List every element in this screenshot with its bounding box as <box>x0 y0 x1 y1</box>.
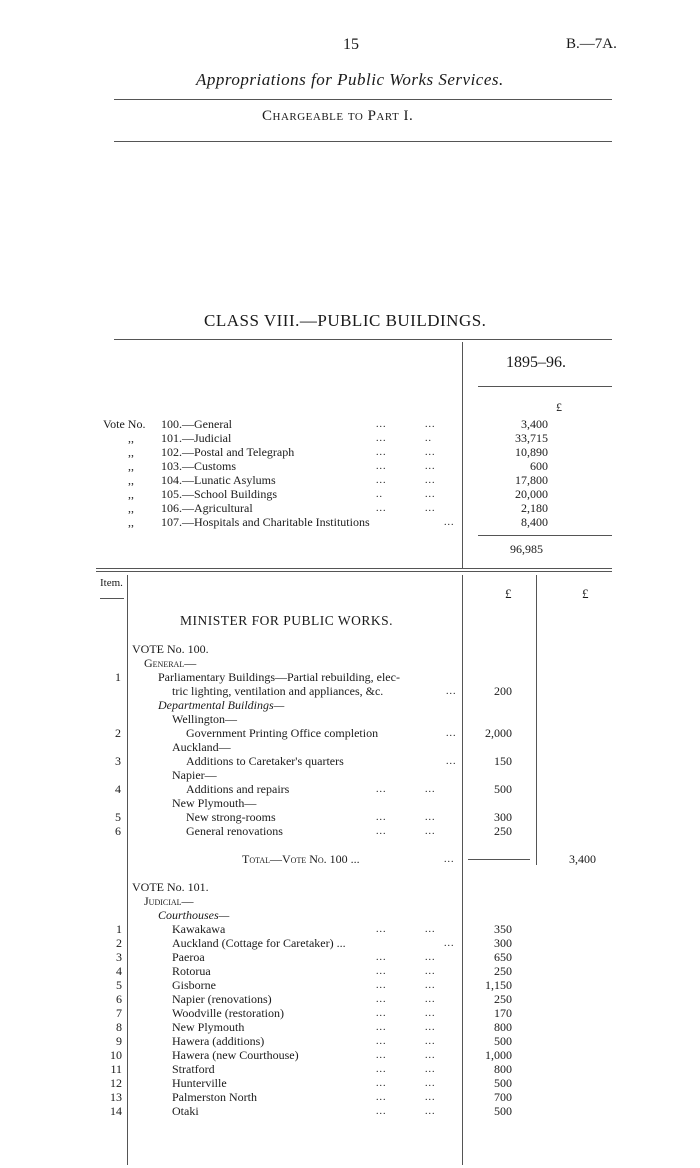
item-amount: 300 <box>494 810 512 824</box>
leader-dots: ... ... <box>376 980 436 991</box>
item-number: 4 <box>116 964 122 978</box>
vote-total-amount: 3,400 <box>569 852 596 866</box>
item-header-rule <box>100 598 124 599</box>
ditto-mark: ,, <box>128 473 134 487</box>
leader-dots: ... ... <box>376 1078 436 1089</box>
leader-dots: ... ... <box>376 812 436 823</box>
leader-dots: ... ... <box>376 952 436 963</box>
leader-dots: ... ... <box>376 924 436 935</box>
summary-row-label: 107.—Hospitals and Charitable Institutions <box>161 515 370 529</box>
leader-dots: ... .. <box>376 433 432 444</box>
location-heading: Auckland— <box>172 740 231 754</box>
leader-dots: ... ... <box>376 475 436 486</box>
leader-dots: ... <box>446 728 457 739</box>
ditto-mark: ,, <box>128 431 134 445</box>
item-label: Stratford <box>172 1062 215 1076</box>
item-amount: 2,000 <box>485 726 512 740</box>
subtitle-rule <box>114 141 612 142</box>
location-heading: Napier— <box>172 768 217 782</box>
item-number: 6 <box>115 824 121 838</box>
summary-row-amount: 20,000 <box>515 487 548 501</box>
vote-category: General— <box>144 656 197 670</box>
summary-row-amount: 600 <box>530 459 548 473</box>
leader-dots: ... <box>446 756 457 767</box>
ditto-mark: ,, <box>128 445 134 459</box>
leader-dots: ... ... <box>376 419 436 430</box>
item-number: 6 <box>116 992 122 1006</box>
item-number: 8 <box>116 1020 122 1034</box>
class-title: CLASS VIII.—PUBLIC BUILDINGS. <box>204 311 487 330</box>
item-label: Auckland (Cottage for Caretaker) ... <box>172 936 346 950</box>
summary-row-amount: 17,800 <box>515 473 548 487</box>
currency-header-2: £ <box>582 586 589 601</box>
item-label: Hawera (additions) <box>172 1034 265 1048</box>
leader-dots: ... ... <box>376 1008 436 1019</box>
item-label: Otaki <box>172 1104 199 1118</box>
item-amount: 250 <box>494 824 512 838</box>
summary-row-label: 100.—General <box>161 417 232 431</box>
item-label: Woodville (restoration) <box>172 1006 285 1020</box>
item-amount: 200 <box>494 684 512 698</box>
summary-row-amount: 10,890 <box>515 445 548 459</box>
item-number: 7 <box>116 1006 122 1020</box>
item-label: Paeroa <box>172 950 205 964</box>
subcategory-heading: Departmental Buildings— <box>158 698 285 712</box>
summary-year-rule <box>478 386 612 387</box>
leader-dots: ... ... <box>376 447 436 458</box>
summary-row-label: 102.—Postal and Telegraph <box>161 445 295 459</box>
leader-dots: ... ... <box>376 994 436 1005</box>
leader-dots: ... ... <box>376 503 436 514</box>
item-number: 5 <box>115 810 121 824</box>
item-number: 12 <box>110 1076 122 1090</box>
item-amount: 700 <box>494 1090 512 1104</box>
summary-row-amount: 2,180 <box>521 501 548 515</box>
location-heading: New Plymouth— <box>172 796 257 810</box>
item-amount: 250 <box>494 964 512 978</box>
item-number: 10 <box>110 1048 122 1062</box>
leader-dots: ... ... <box>376 1064 436 1075</box>
vote-total-rule <box>468 859 530 860</box>
ditto-mark: ,, <box>128 459 134 473</box>
item-label: Parliamentary Buildings—Partial rebuilding, elec- <box>158 670 400 684</box>
summary-row-amount: 3,400 <box>521 417 548 431</box>
item-amount: 150 <box>494 754 512 768</box>
vote-heading: VOTE No. 101. <box>132 880 209 894</box>
item-number: 2 <box>116 936 122 950</box>
item-label: Kawakawa <box>172 922 226 936</box>
item-amount: 170 <box>494 1006 512 1020</box>
item-label: Napier (renovations) <box>172 992 272 1006</box>
item-label: New Plymouth <box>172 1020 245 1034</box>
item-amount: 500 <box>494 782 512 796</box>
item-number: 4 <box>115 782 121 796</box>
leader-dots: ... ... <box>376 461 436 472</box>
location-heading: Wellington— <box>172 712 238 726</box>
ditto-mark: ,, <box>128 515 134 529</box>
item-number: 13 <box>110 1090 122 1104</box>
item-amount: 650 <box>494 950 512 964</box>
item-amount: 500 <box>494 1034 512 1048</box>
item-column-divider <box>127 575 128 1165</box>
subcategory-heading: Courthouses— <box>158 908 230 922</box>
ditto-mark: ,, <box>128 501 134 515</box>
item-number: 9 <box>116 1034 122 1048</box>
item-number: 1 <box>116 922 122 936</box>
item-number: 3 <box>115 754 121 768</box>
leader-dots: ... <box>444 517 455 528</box>
leader-dots: ... ... <box>376 784 436 795</box>
item-amount: 800 <box>494 1062 512 1076</box>
summary-total-rule <box>478 535 612 536</box>
item-label: Gisborne <box>172 978 216 992</box>
page-number: 15 <box>343 36 359 53</box>
minister-heading: MINISTER FOR PUBLIC WORKS. <box>180 613 394 628</box>
item-amount: 350 <box>494 922 512 936</box>
vote-heading: VOTE No. 100. <box>132 642 209 656</box>
item-number: 11 <box>110 1062 122 1076</box>
leader-dots: ... <box>444 938 455 949</box>
detail-top-rule-inner <box>96 571 612 572</box>
currency-header-1: £ <box>505 586 512 601</box>
item-amount: 300 <box>494 936 512 950</box>
summary-row-label: 103.—Customs <box>161 459 237 473</box>
detail-top-rule <box>96 568 612 569</box>
item-label: General renovations <box>186 824 283 838</box>
summary-total: 96,985 <box>510 542 543 556</box>
leader-dots: ... ... <box>376 1022 436 1033</box>
leader-dots: ... ... <box>376 1050 436 1061</box>
leader-dots: .. ... <box>376 489 436 500</box>
summary-row-label: 101.—Judicial <box>161 431 232 445</box>
leader-dots: ... <box>444 854 455 865</box>
item-amount: 250 <box>494 992 512 1006</box>
leader-dots: ... ... <box>376 826 436 837</box>
summary-row-label: 104.—Lunatic Asylums <box>161 473 276 487</box>
summary-column-divider <box>462 342 463 568</box>
page-subtitle: Chargeable to Part I. <box>262 108 414 124</box>
leader-dots: ... ... <box>376 1106 436 1117</box>
item-amount: 800 <box>494 1020 512 1034</box>
item-label: Additions to Caretaker's quarters <box>186 754 344 768</box>
item-column-header: Item. <box>100 577 123 589</box>
header-rule <box>114 99 612 100</box>
leader-dots: ... ... <box>376 1092 436 1103</box>
item-amount: 1,000 <box>485 1048 512 1062</box>
summary-row-label: 106.—Agricultural <box>161 501 253 515</box>
leader-dots: ... <box>446 686 457 697</box>
summary-row-amount: 33,715 <box>515 431 548 445</box>
item-label: Rotorua <box>172 964 211 978</box>
item-label: tric lighting, ventilation and appliances, &c. <box>172 684 384 698</box>
total-column-divider <box>536 575 537 865</box>
item-label: Palmerston North <box>172 1090 257 1104</box>
item-number: 2 <box>115 726 121 740</box>
item-number: 1 <box>115 670 121 684</box>
item-number: 5 <box>116 978 122 992</box>
vote-total-label: Total—Vote No. 100 ... <box>242 852 360 866</box>
item-number: 14 <box>110 1104 122 1118</box>
summary-year: 1895–96. <box>506 354 566 371</box>
document-reference: B.—7A. <box>566 36 617 52</box>
summary-vote-prefix: Vote No. <box>103 417 146 431</box>
vote-category: Judicial— <box>144 894 194 908</box>
leader-dots: ... ... <box>376 1036 436 1047</box>
item-amount: 1,150 <box>485 978 512 992</box>
item-label: Hawera (new Courthouse) <box>172 1048 299 1062</box>
item-amount: 500 <box>494 1076 512 1090</box>
page-title: Appropriations for Public Works Services. <box>196 70 504 89</box>
ditto-mark: ,, <box>128 487 134 501</box>
class-title-rule <box>114 339 612 340</box>
summary-row-label: 105.—School Buildings <box>161 487 278 501</box>
item-label: Government Printing Office completion <box>186 726 379 740</box>
summary-currency: £ <box>556 400 562 414</box>
item-label: New strong-rooms <box>186 810 276 824</box>
leader-dots: ... ... <box>376 966 436 977</box>
item-label: Hunterville <box>172 1076 227 1090</box>
item-label: Additions and repairs <box>186 782 290 796</box>
item-amount: 500 <box>494 1104 512 1118</box>
summary-row-amount: 8,400 <box>521 515 548 529</box>
item-number: 3 <box>116 950 122 964</box>
